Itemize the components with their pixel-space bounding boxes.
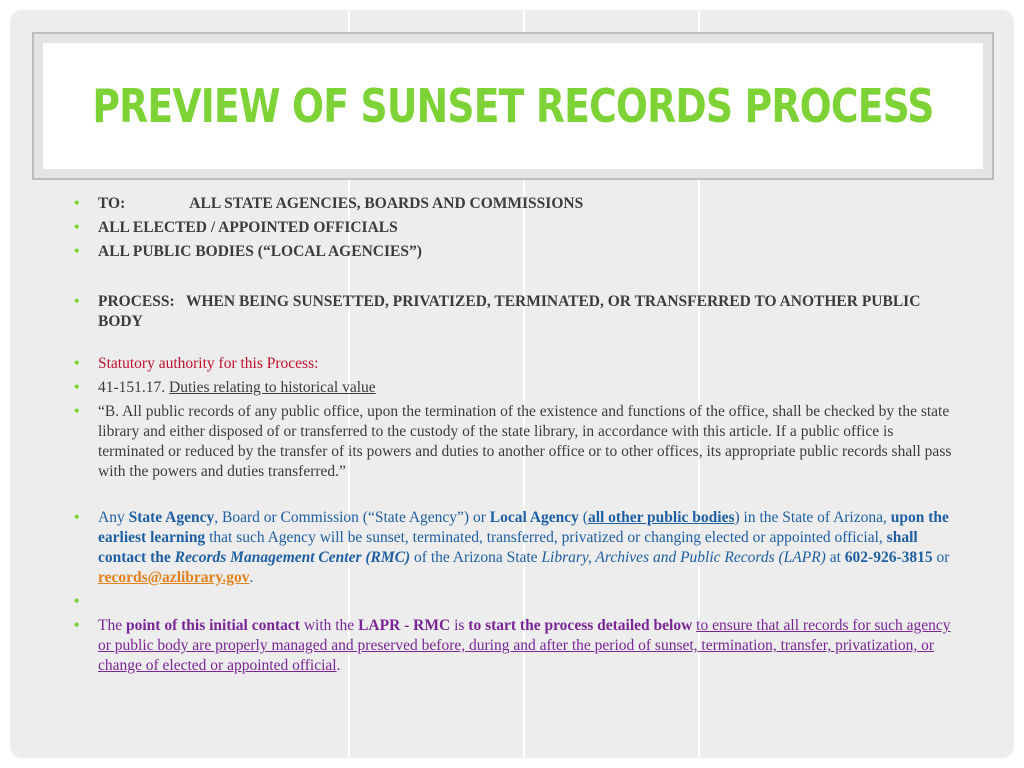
library-text: Library, Archives and Public Records (LAPR) bbox=[541, 549, 826, 566]
any-text-4: ) in the State of Arizona, bbox=[734, 509, 891, 526]
to-label: TO: bbox=[98, 195, 126, 212]
bullet-icon: • bbox=[74, 617, 80, 634]
shall-contact-text: shall contact the bbox=[98, 529, 918, 566]
bullet-icon: • bbox=[74, 355, 80, 372]
any-text-9: . bbox=[249, 569, 254, 586]
any-text-7: at bbox=[825, 549, 845, 566]
public-bodies-text: ALL PUBLIC BODIES (“LOCAL AGENCIES”) bbox=[98, 243, 422, 260]
contact-text-5: . bbox=[336, 657, 341, 674]
earliest-learning-text: upon the earliest learning bbox=[98, 509, 949, 546]
ensure-records-link[interactable]: to ensure that all records for such agency or public body are properly managed and preserved before, during and after the period of sunset, termination, transfer, privatization, or change of elected or appointed official bbox=[98, 617, 951, 674]
slide-title: PREVIEW OF SUNSET RECORDS PROCESS bbox=[92, 79, 934, 133]
any-text-1: Any bbox=[98, 509, 129, 526]
bullet-quote bbox=[70, 402, 960, 482]
any-text-2: , Board or Commission (“State Agency”) or bbox=[214, 509, 490, 526]
local-agency-text: Local Agency bbox=[489, 509, 579, 526]
any-text-3: ( bbox=[578, 509, 588, 526]
bullet-authority bbox=[70, 354, 960, 374]
bullet-icon: • bbox=[74, 379, 80, 396]
bullet-icon: • bbox=[74, 195, 80, 212]
any-text-5: that such Agency will be sunset, terminated, transferred, privatized or changing elected or appointed official, bbox=[205, 529, 887, 546]
any-text-6: of the Arizona State bbox=[410, 549, 542, 566]
email-link[interactable]: records@azlibrary.gov bbox=[98, 569, 250, 586]
bullet-any-agency bbox=[70, 508, 960, 588]
bullet-initial-contact bbox=[70, 616, 960, 676]
bullet-icon: • bbox=[74, 509, 80, 526]
bullet-icon: • bbox=[74, 593, 80, 610]
officials-text: ALL ELECTED / APPOINTED OFFICIALS bbox=[98, 219, 398, 236]
all-other-bodies-link[interactable]: all other public bodies bbox=[587, 509, 735, 526]
to-text: ALL STATE AGENCIES, BOARDS AND COMMISSIONS bbox=[189, 195, 584, 212]
statute-title: Duties relating to historical value bbox=[169, 379, 376, 396]
title-frame bbox=[32, 32, 994, 180]
contact-text-2: with the bbox=[299, 617, 359, 634]
bullet-icon: • bbox=[74, 293, 80, 310]
slide-content bbox=[70, 194, 960, 676]
bullet-officials bbox=[70, 218, 960, 238]
slide bbox=[10, 10, 1014, 758]
statute-number: 41-151.17. bbox=[98, 379, 170, 396]
bullet-icon: • bbox=[74, 219, 80, 236]
title-box bbox=[43, 43, 983, 169]
rmc-text: Records Management Center (RMC) bbox=[174, 549, 411, 566]
phone-number: 602-926-3815 bbox=[844, 549, 933, 566]
bullet-icon: • bbox=[74, 243, 80, 260]
state-agency-text: State Agency bbox=[128, 509, 215, 526]
bullet-process bbox=[70, 292, 960, 332]
any-text-8: or bbox=[932, 549, 950, 566]
point-of-contact-text: point of this initial contact bbox=[125, 617, 300, 634]
contact-text-1: The bbox=[98, 617, 126, 634]
process-text: PROCESS: WHEN BEING SUNSETTED, PRIVATIZED, TERMINATED, OR TRANSFERRED TO ANOTHER PUBLIC BODY bbox=[98, 293, 925, 330]
quote-text: “B. All public records of any public office, upon the termination of the existence and functions of the office, shall be checked by the state library and either disposed of or transferred to the custody of the state library, in accordance with this article. If a public office is terminated or reduced by the transfer of its powers and duties to another office or to other offices, its appropriate public records shall pass with the powers and duties transferred.” bbox=[98, 403, 952, 480]
bullet-public-bodies bbox=[70, 242, 960, 262]
start-process-text: to start the process detailed below bbox=[468, 617, 693, 634]
bullet-statute bbox=[70, 378, 960, 398]
bullet-icon: • bbox=[74, 403, 80, 420]
authority-text: Statutory authority for this Process: bbox=[98, 355, 319, 372]
lapr-rmc-text: LAPR - RMC bbox=[358, 617, 451, 634]
bullet-empty bbox=[70, 592, 960, 612]
contact-text-3: is bbox=[450, 617, 469, 634]
bullet-to bbox=[70, 194, 960, 214]
